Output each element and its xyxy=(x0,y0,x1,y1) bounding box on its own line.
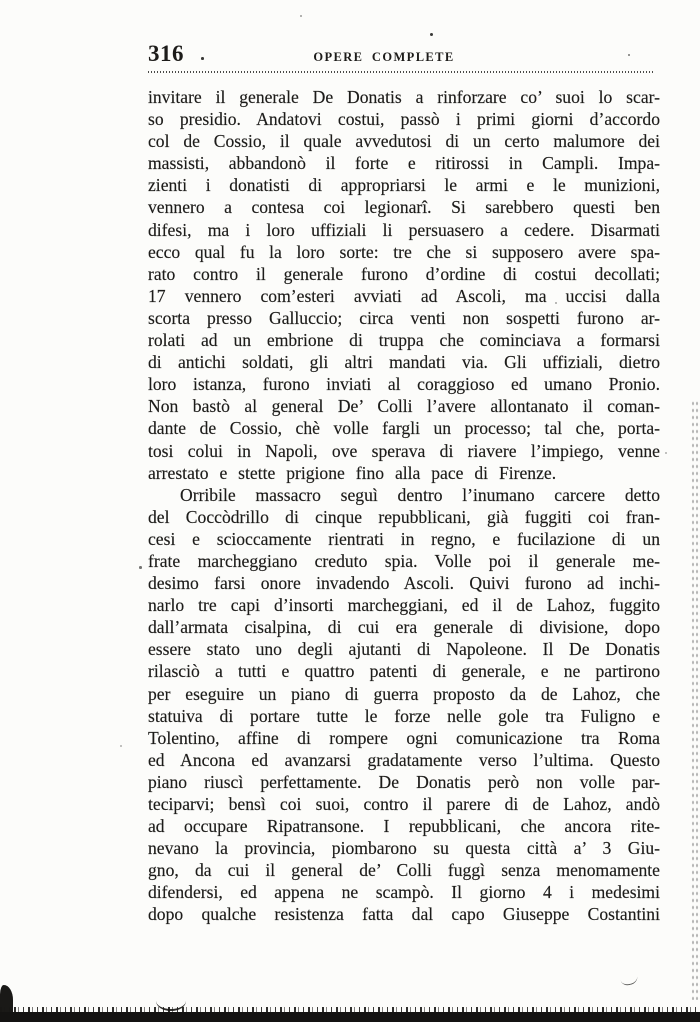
text-line: per eseguire un piano di guerra proposto da de Lahoz, che xyxy=(148,683,660,704)
text-line: di antichi soldati, gli altri mandati via. Gli uffiziali, dietro xyxy=(148,352,660,373)
text-line: massisti, abbandonò il forte e ritirossi in Campli. Impa- xyxy=(148,153,660,174)
text-line: frate marcheggiano creduto spia. Volle poi il generale me- xyxy=(148,550,660,571)
text-line: statuiva di portare tutte le forze nelle gole tra Fuligno e xyxy=(148,705,660,726)
text-line: col de Cossio, il quale avvedutosi di un certo malumore dei xyxy=(148,131,660,152)
text-line: scorta presso Galluccio; circa venti non sospetti furono ar- xyxy=(148,307,660,328)
text-line: vennero a contesa coi legionarî. Si sarebbero questi ben xyxy=(148,197,660,218)
text-line: dopo qualche resistenza fatta dal capo Giuseppe Costantini xyxy=(148,904,660,925)
text-line: nevano la provincia, piombarono su questa città a’ 3 Giu- xyxy=(148,838,660,859)
header-dotted-rule xyxy=(148,71,653,73)
scan-speck xyxy=(201,57,204,60)
text-line: ecco qual fu la loro sorte: tre che si supposero avere spa- xyxy=(148,241,660,262)
text-line: rolati ad un embrione di truppa che cominciava a formarsi xyxy=(148,330,660,351)
text-line: so presidio. Andatovi costui, passò i primi giorni d’accordo xyxy=(148,109,660,130)
text-line: teciparvi; bensì coi suoi, contro il parere di de Lahoz, andò xyxy=(148,794,660,814)
text-line: invitare il generale De Donatis a rinforzare co’ suoi lo scar- xyxy=(148,87,660,107)
scan-speck xyxy=(120,745,122,747)
scan-speck xyxy=(139,566,142,569)
paragraph xyxy=(148,484,660,926)
text-line: gno, da cui il general de’ Colli fuggì senza menomamente xyxy=(148,860,660,881)
text-line: dall’armata cisalpina, di cui era generale di divisione, dopo xyxy=(148,617,660,638)
text-line: cesi e scioccamente rientrati in regno, e fucilazione di un xyxy=(148,528,660,549)
running-header-title: OPERE COMPLETE xyxy=(313,50,455,64)
text-line: narlo tre capi d’insorti marcheggiani, ed il de Lahoz, fuggito xyxy=(148,595,660,616)
paragraph xyxy=(148,86,660,484)
text-line: rato contro il generale furono d’ordine di costui decollati; xyxy=(148,263,660,284)
text-line: rilasciò a tutti e quattro patenti di generale, e ne partirono xyxy=(148,661,660,682)
scan-speck xyxy=(665,452,667,454)
page-number: 316 xyxy=(148,41,184,66)
text-line: loro istanza, furono inviati al coraggioso ed umano Pronio. xyxy=(148,374,660,395)
scan-speck xyxy=(628,54,630,56)
text-block xyxy=(148,86,660,926)
text-line: Orribile massacro seguì dentro l’inumano carcere detto xyxy=(180,484,660,505)
text-line: tosi colui in Napoli, ove sperava di riavere l’impiego, venne xyxy=(148,440,660,461)
text-line: ed Ancona ed avanzarsi gradatamente verso l’ultima. Questo xyxy=(148,749,660,770)
text-line: difendersi, ed appena ne scampò. Il giorno 4 i medesimi xyxy=(148,882,660,903)
text-line: essere stato uno degli ajutanti di Napoleone. Il De Donatis xyxy=(148,639,660,660)
text-line: piano riuscì perfettamente. De Donatis però non volle par- xyxy=(148,771,660,792)
text-line: arrestato e stette prigione fino alla pace di Firenze. xyxy=(148,462,557,483)
scan-bottom-band xyxy=(0,1012,700,1022)
text-line: zienti i donatisti di appropriarsi le armi e le munizioni, xyxy=(148,175,660,196)
scan-speck xyxy=(300,15,302,17)
text-line: Tolentino, affine di rompere ogni comunicazione tra Roma xyxy=(148,727,660,748)
text-line: desimo farsi onore invadendo Ascoli. Quivi furono ad inchi- xyxy=(148,573,660,594)
scan-edge-noise xyxy=(691,400,700,1000)
text-line: difesi, ma i loro uffiziali li persuasero a cedere. Disarmati xyxy=(148,219,660,240)
text-line: ad occupare Ripatransone. I repubblicani, che ancora rite- xyxy=(148,816,660,837)
text-line: 17 vennero com’esteri avviati ad Ascoli, ma uccisi dalla xyxy=(148,285,660,306)
text-line: Non bastò al general De’ Colli l’avere allontanato il coman- xyxy=(148,396,660,417)
scan-speck xyxy=(555,302,557,304)
text-line: del Coccòdrillo di cinque repubblicani, già fuggiti coi fran- xyxy=(148,506,660,527)
scan-pen-mark xyxy=(620,975,638,987)
text-line: dante de Cossio, chè volle fargli un processo; tal che, porta- xyxy=(148,418,660,439)
scan-speck xyxy=(430,33,433,36)
